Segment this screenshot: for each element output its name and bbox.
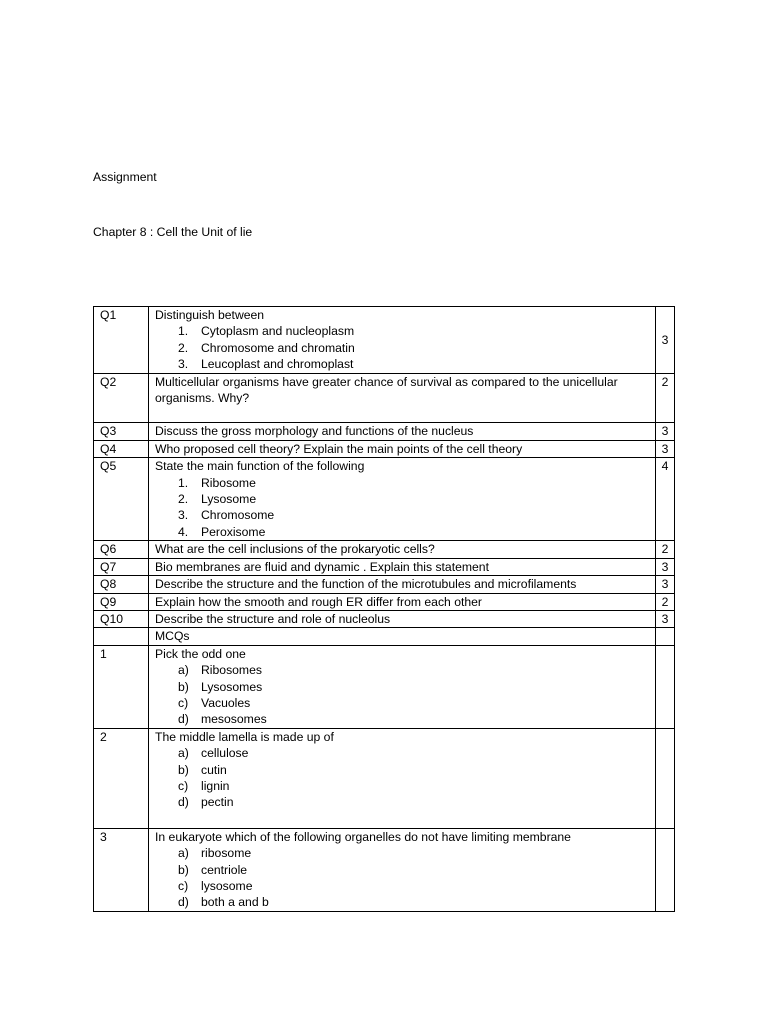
question-option: 3. Chromosome — [178, 508, 275, 523]
mcq-row — [94, 728, 675, 828]
question-row — [94, 458, 675, 541]
marks-value: 3 — [656, 576, 675, 593]
mcq-cell — [149, 645, 656, 728]
question-number: Q2 — [94, 373, 149, 423]
question-cell — [149, 458, 656, 541]
mcq-option: a) Ribosomes — [178, 663, 262, 678]
question-text: State the main function of the following — [155, 459, 365, 474]
question-number: Q9 — [94, 593, 149, 610]
question-row — [94, 541, 675, 558]
question-number: Q10 — [94, 610, 149, 627]
marks-value: 4 — [656, 458, 675, 541]
assignment-table — [93, 306, 675, 912]
chapter-heading: Chapter 8 : Cell the Unit of lie — [93, 225, 253, 239]
question-cell — [149, 373, 656, 423]
question-option: 3. Leucoplast and chromoplast — [178, 357, 354, 372]
mcq-option: d) pectin — [178, 795, 234, 810]
question-row — [94, 558, 675, 575]
question-text: Describe the structure and the function of the microtubules and microfilaments — [149, 576, 656, 593]
question-row — [94, 423, 675, 440]
marks-value: 2 — [661, 374, 669, 389]
question-cell — [149, 307, 656, 374]
marks-value: 3 — [656, 423, 675, 440]
marks-value: 3 — [656, 440, 675, 457]
question-number: Q5 — [94, 458, 149, 541]
document-title: Assignment — [93, 170, 157, 184]
mcq-number: 3 — [94, 828, 149, 911]
question-row — [94, 307, 675, 374]
mcq-option: a) ribosome — [178, 846, 252, 861]
mcq-option: c) lysosome — [178, 879, 253, 893]
question-text: Distinguish between — [155, 308, 265, 322]
mcq-cell — [149, 828, 656, 911]
question-number: Q4 — [94, 440, 149, 457]
mcq-text: In eukaryote which of the following organelles do not have limiting membrane — [155, 829, 571, 844]
mcq-option: a) cellulose — [178, 746, 249, 761]
mcq-row — [94, 645, 675, 728]
question-row — [94, 593, 675, 610]
question-number: Q7 — [94, 558, 149, 575]
mcq-option: d) both a and b — [178, 895, 269, 910]
question-text: Describe the structure and role of nucleolus — [149, 610, 656, 627]
question-text: Bio membranes are fluid and dynamic . Explain this statement — [149, 558, 656, 575]
question-option: 2. Lysosome — [178, 492, 257, 507]
mcq-row — [94, 828, 675, 911]
mcq-header: MCQs — [149, 628, 656, 645]
mcq-header-row — [94, 628, 675, 645]
marks-cell — [656, 307, 675, 374]
marks-cell — [656, 373, 675, 423]
marks-value: 2 — [656, 541, 675, 558]
mcq-option: b) Lysosomes — [178, 679, 263, 694]
question-row — [94, 373, 675, 423]
marks-value: 3 — [656, 610, 675, 627]
mcq-option: b) cutin — [178, 762, 227, 777]
question-row — [94, 440, 675, 457]
question-text: Multicellular organisms have greater chance of survival as compared to the unicellular organisms. Why? — [155, 374, 618, 406]
mcq-option: c) Vacuoles — [178, 695, 251, 710]
question-option: 4. Peroxisome — [178, 524, 266, 539]
mcq-cell — [149, 728, 656, 828]
question-row — [94, 576, 675, 593]
marks-value: 3 — [656, 558, 675, 575]
question-option: 1. Ribosome — [178, 475, 256, 490]
marks-value: 3 — [661, 332, 669, 347]
mcq-text: The middle lamella is made up of — [155, 729, 334, 744]
mcq-number: 1 — [94, 645, 149, 728]
question-number: Q1 — [94, 307, 149, 374]
question-option: 1. Cytoplasm and nucleoplasm — [178, 324, 355, 339]
mcq-number: 2 — [94, 728, 149, 828]
question-option: 2. Chromosome and chromatin — [178, 340, 355, 355]
question-text: Discuss the gross morphology and functions of the nucleus — [149, 423, 656, 440]
question-number: Q3 — [94, 423, 149, 440]
mcq-option: d) mesosomes — [178, 712, 267, 727]
question-number: Q6 — [94, 541, 149, 558]
mcq-option: b) centriole — [178, 862, 248, 877]
question-text: What are the cell inclusions of the prokaryotic cells? — [149, 541, 656, 558]
question-number: Q8 — [94, 576, 149, 593]
question-text: Explain how the smooth and rough ER differ from each other — [149, 593, 656, 610]
mcq-text: Pick the odd one — [155, 646, 246, 661]
question-text: Who proposed cell theory? Explain the main points of the cell theory — [149, 440, 656, 457]
mcq-option: c) lignin — [178, 778, 230, 793]
question-row — [94, 610, 675, 627]
marks-value: 2 — [656, 593, 675, 610]
